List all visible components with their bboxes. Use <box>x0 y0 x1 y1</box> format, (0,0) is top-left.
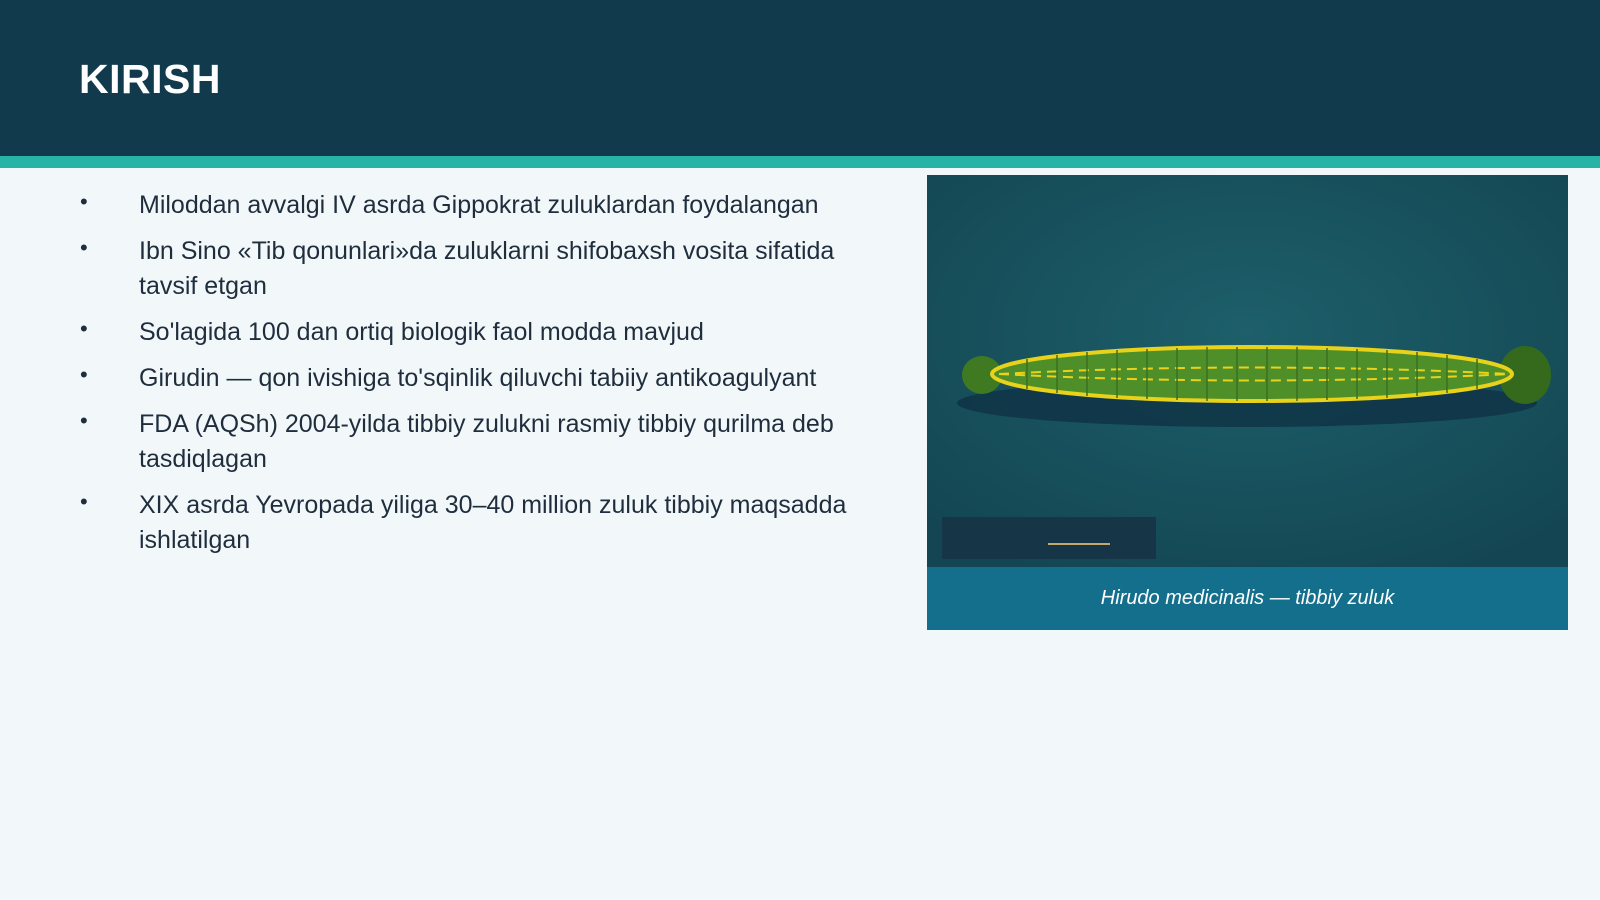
slide-header <box>0 0 1600 156</box>
bullet-dot-icon: • <box>80 235 88 260</box>
scale-bar-tick <box>1048 543 1110 545</box>
bullet-item <box>78 488 898 558</box>
bullet-item <box>78 234 898 304</box>
bullet-dot-icon: • <box>80 362 88 387</box>
figure-caption: Hirudo medicinalis — tibbiy zuluk <box>1100 587 1395 609</box>
bullet-text: FDA (AQSh) 2004-yilda tibbiy zulukni rasmiy tibbiy qurilma deb tasdiqlagan <box>139 410 834 473</box>
bullet-item <box>78 407 898 477</box>
bullet-text: XIX asrda Yevropada yiliga 30–40 million zuluk tibbiy maqsadda ishlatilgan <box>139 491 847 554</box>
slide-title: KIRISH <box>79 56 221 102</box>
bullet-dot-icon: • <box>80 489 88 514</box>
bullet-dot-icon: • <box>80 408 88 433</box>
bullet-text: Miloddan avvalgi IV asrda Gippokrat zuluklardan foydalangan <box>139 191 819 219</box>
bullet-item <box>78 315 898 350</box>
bullet-item <box>78 188 898 223</box>
leech-figure <box>927 175 1568 630</box>
bullet-text: Girudin — qon ivishiga to'sqinlik qiluvchi tabiiy antikoagulyant <box>139 364 817 392</box>
bullet-dot-icon: • <box>80 189 88 214</box>
caption-band <box>927 567 1568 630</box>
bullet-dot-icon: • <box>80 316 88 341</box>
accent-bar <box>0 156 1600 168</box>
bullet-text: So'lagida 100 dan ortiq biologik faol modda mavjud <box>139 318 704 346</box>
bullet-text: Ibn Sino «Tib qonunlari»da zuluklarni shifobaxsh vosita sifatida tavsif etgan <box>139 237 835 300</box>
bullet-list <box>78 188 898 569</box>
bullet-item <box>78 361 898 396</box>
scale-bar <box>942 517 1156 559</box>
leech-illustration <box>927 175 1568 567</box>
